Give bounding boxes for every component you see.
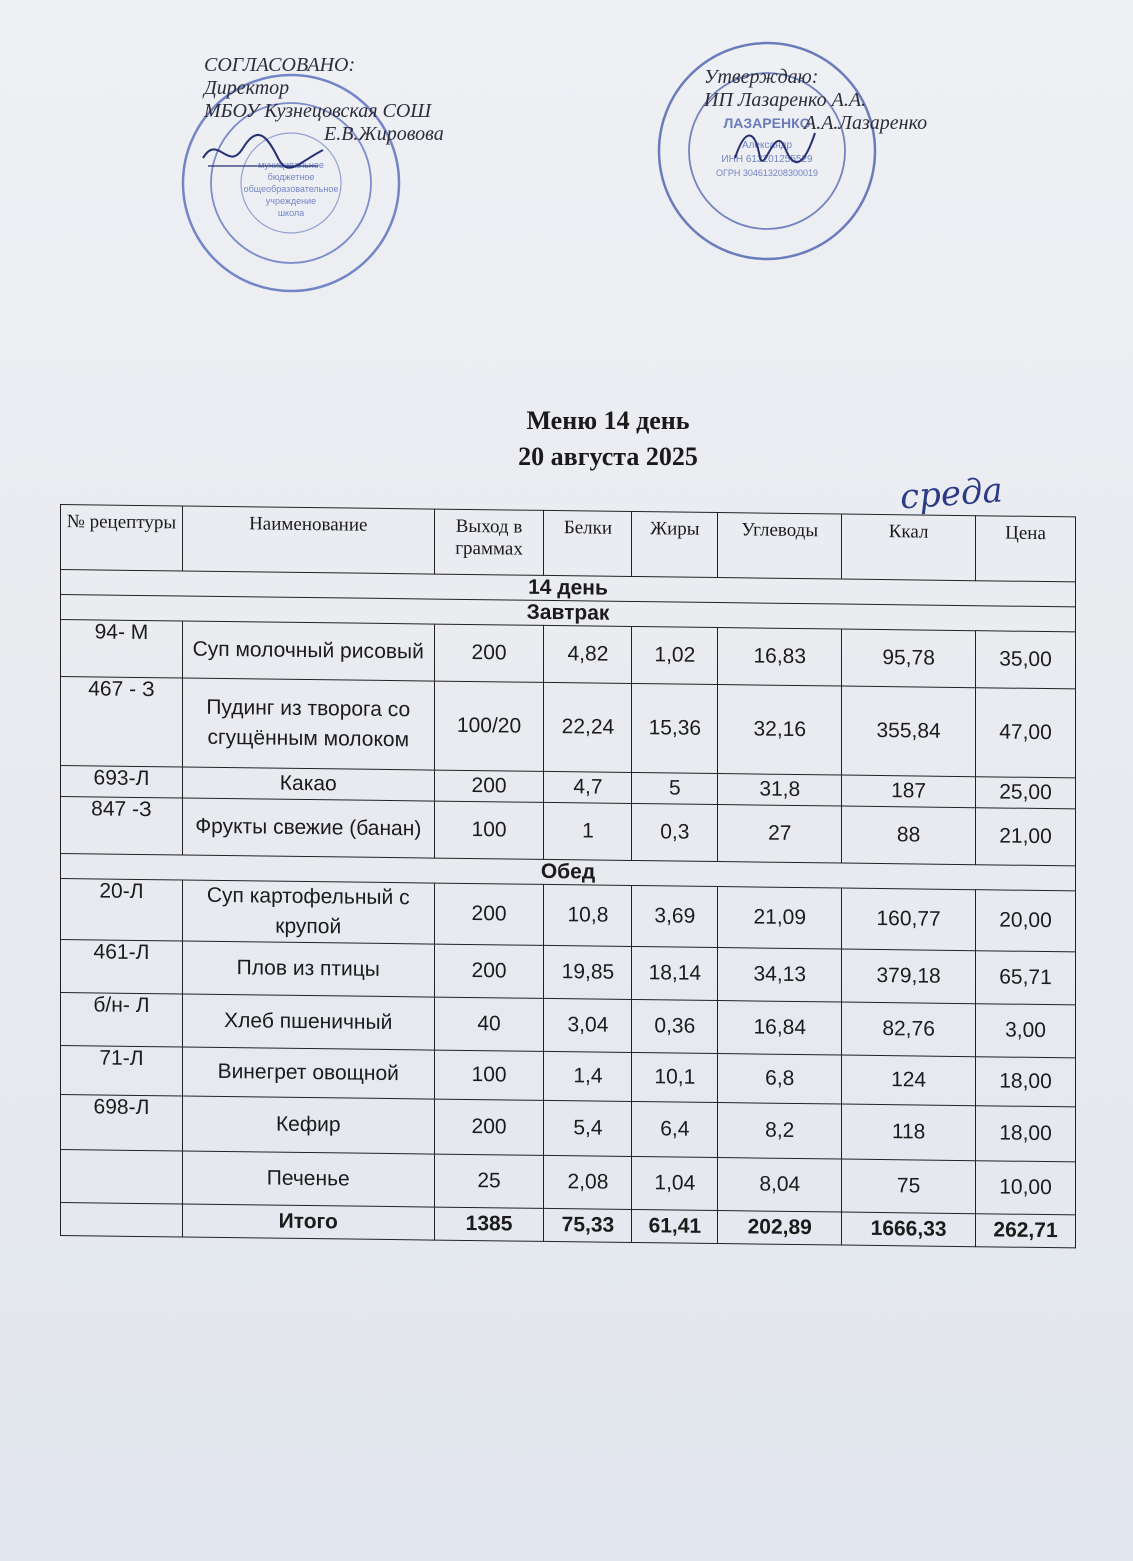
svg-text:бюджетное: бюджетное — [267, 172, 315, 182]
total-fat: 61,41 — [632, 1209, 718, 1243]
svg-text:учреждение: учреждение — [265, 196, 317, 206]
lunch-label: Обед — [61, 854, 1076, 891]
carbs-cell: 6,8 — [718, 1054, 842, 1105]
price-cell: 18,00 — [976, 1106, 1076, 1162]
weight-cell: 200 — [434, 624, 544, 682]
kcal-cell: 88 — [842, 806, 976, 865]
table-header-row — [61, 505, 1076, 582]
approval-signer: А.А.Лазаренко — [804, 112, 928, 134]
total-protein: 75,33 — [544, 1208, 632, 1242]
menu-table — [60, 504, 1076, 1248]
protein-cell: 5,4 — [544, 1100, 632, 1156]
header-name: Наименование — [182, 506, 434, 574]
protein-cell: 4,82 — [544, 625, 632, 683]
kcal-cell: 160,77 — [842, 888, 976, 951]
fat-cell: 5 — [632, 772, 718, 804]
carbs-cell: 8,04 — [718, 1158, 842, 1213]
protein-cell: 4,7 — [544, 771, 632, 803]
protein-cell: 3,04 — [544, 998, 632, 1052]
weight-cell: 100/20 — [434, 681, 544, 771]
approval-organization: МБОУ Кузнецовская СОШ — [204, 100, 432, 122]
carbs-cell: 16,84 — [718, 1001, 842, 1056]
price-cell: 3,00 — [976, 1004, 1076, 1058]
dish-name: Суп молочный рисовый — [182, 621, 434, 681]
recipe-code: 461-Л — [61, 940, 183, 994]
header-weight: Выход в граммах — [434, 509, 544, 575]
weight-cell: 200 — [434, 883, 544, 945]
recipe-code: 693-Л — [61, 766, 183, 798]
dish-name: Хлеб пшеничный — [182, 994, 434, 1050]
recipe-code: 94- М — [61, 620, 183, 678]
protein-cell: 22,24 — [544, 682, 632, 772]
weight-cell: 200 — [434, 944, 544, 998]
approval-signer: Е.В.Жировова — [324, 123, 444, 145]
weight-cell: 100 — [434, 1050, 544, 1100]
fat-cell: 0,3 — [632, 803, 718, 861]
total-price: 262,71 — [976, 1214, 1076, 1248]
carbs-cell: 21,09 — [718, 887, 842, 950]
menu-date: 20 августа 2025 — [518, 442, 698, 471]
carbs-cell: 31,8 — [718, 774, 842, 807]
svg-text:Александр: Александр — [741, 140, 793, 151]
carbs-cell: 16,83 — [718, 628, 842, 687]
dish-name: Винегрет овощной — [182, 1047, 434, 1099]
header-price: Цена — [976, 516, 1076, 582]
total-weight: 1385 — [434, 1207, 544, 1241]
fat-cell: 1,02 — [632, 626, 718, 684]
carbs-cell: 8,2 — [718, 1103, 842, 1160]
dish-name: Пудинг из творога со сгущённым молоком — [182, 678, 434, 770]
approval-right-block — [704, 66, 927, 135]
header-kcal: Ккал — [842, 514, 976, 581]
carbs-cell: 27 — [718, 805, 842, 864]
total-carbs: 202,89 — [718, 1211, 842, 1246]
svg-text:ОГРН 304613208300019: ОГРН 304613208300019 — [716, 168, 818, 178]
kcal-cell: 355,84 — [842, 686, 976, 777]
svg-text:ЛАЗАРЕНКО: ЛАЗАРЕНКО — [723, 115, 811, 131]
carbs-cell: 32,16 — [718, 685, 842, 776]
dish-name: Какао — [182, 767, 434, 801]
price-cell: 21,00 — [976, 808, 1076, 866]
price-cell: 18,00 — [976, 1057, 1076, 1107]
table-row — [61, 677, 1076, 778]
menu-title: Меню 14 день — [526, 406, 690, 435]
breakfast-label: Завтрак — [61, 595, 1076, 632]
svg-text:общеобразовательное: общеобразовательное — [243, 184, 339, 194]
header-carbs: Углеводы — [718, 513, 842, 580]
price-cell: 47,00 — [976, 688, 1076, 778]
approval-left-block — [204, 54, 444, 146]
fat-cell: 0,36 — [632, 999, 718, 1053]
protein-cell: 2,08 — [544, 1155, 632, 1209]
approval-heading: СОГЛАСОВАНО: — [204, 54, 356, 76]
kcal-cell: 118 — [842, 1104, 976, 1161]
price-cell: 20,00 — [976, 890, 1076, 952]
protein-cell: 10,8 — [544, 884, 632, 946]
carbs-cell: 34,13 — [718, 948, 842, 1003]
day-label: 14 день — [61, 570, 1076, 607]
recipe-code: 698-Л — [61, 1095, 183, 1151]
weight-cell: 200 — [434, 1099, 544, 1155]
fat-cell: 10,1 — [632, 1052, 718, 1102]
dish-name: Суп картофельный с крупой — [182, 880, 434, 944]
dish-name: Кефир — [182, 1096, 434, 1154]
approval-position: Директор — [204, 77, 290, 99]
fat-cell: 1,04 — [632, 1156, 718, 1210]
svg-text:муниципальное: муниципальное — [258, 160, 324, 170]
total-label: Итого — [182, 1204, 434, 1240]
weight-cell: 25 — [434, 1154, 544, 1208]
weight-cell: 40 — [434, 997, 544, 1051]
svg-text:школа: школа — [277, 208, 305, 218]
kcal-cell: 95,78 — [842, 629, 976, 688]
protein-cell: 1,4 — [544, 1051, 632, 1101]
approval-heading: Утверждаю: — [704, 66, 819, 88]
kcal-cell: 187 — [842, 775, 976, 808]
fat-cell: 18,14 — [632, 946, 718, 1000]
dish-name: Печенье — [182, 1151, 434, 1207]
protein-cell: 1 — [544, 802, 632, 860]
fat-cell: 15,36 — [632, 683, 718, 773]
recipe-code: 20-Л — [61, 879, 183, 941]
dish-name: Фрукты свежие (банан) — [182, 798, 434, 858]
price-cell: 25,00 — [976, 777, 1076, 809]
dish-name: Плов из птицы — [182, 941, 434, 997]
protein-cell: 19,85 — [544, 945, 632, 999]
fat-cell: 3,69 — [632, 885, 718, 947]
total-kcal: 1666,33 — [842, 1212, 976, 1247]
header-protein: Белки — [544, 510, 632, 576]
weight-cell: 200 — [434, 770, 544, 802]
kcal-cell: 75 — [842, 1159, 976, 1214]
recipe-code: 467 - З — [61, 677, 183, 767]
kcal-cell: 124 — [842, 1055, 976, 1106]
header-recipe: № рецептуры — [61, 505, 183, 571]
svg-text:ИНН 613201255529: ИНН 613201255529 — [721, 154, 813, 165]
weight-cell: 100 — [434, 801, 544, 859]
approval-position: ИП Лазаренко А.А. — [704, 89, 867, 111]
handwritten-weekday: среда — [898, 470, 1005, 518]
recipe-code: б/н- Л — [61, 993, 183, 1047]
header-fat: Жиры — [632, 511, 718, 577]
fat-cell: 6,4 — [632, 1101, 718, 1157]
recipe-code — [61, 1150, 183, 1204]
recipe-code: 71-Л — [61, 1046, 183, 1096]
kcal-cell: 82,76 — [842, 1002, 976, 1057]
total-empty-cell — [61, 1203, 183, 1237]
price-cell: 35,00 — [976, 631, 1076, 689]
price-cell: 65,71 — [976, 951, 1076, 1005]
kcal-cell: 379,18 — [842, 949, 976, 1004]
price-cell: 10,00 — [976, 1161, 1076, 1215]
recipe-code: 847 -З — [61, 797, 183, 855]
